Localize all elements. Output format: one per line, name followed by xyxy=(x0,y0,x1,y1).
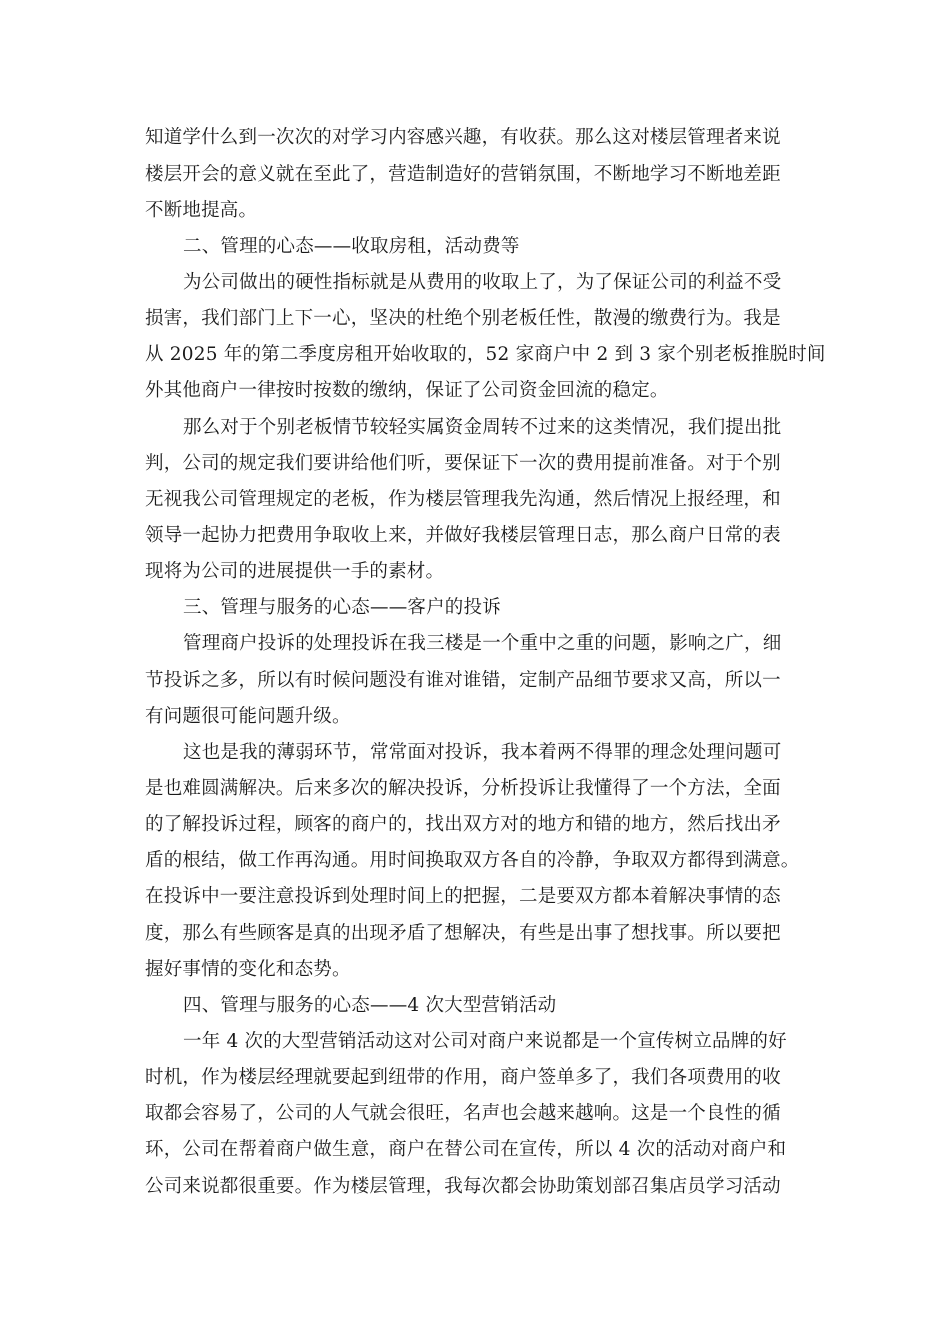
text-line: 现将为公司的进展提供一手的素材。 xyxy=(145,561,445,582)
text-line: 为公司做出的硬性指标就是从费用的收取上了，为了保证公司的利益不受 xyxy=(183,272,782,293)
text-line: 是也难圆满解决。后来多次的解决投诉，分析投诉让我懂得了一个方法，全面 xyxy=(145,778,781,799)
text-line: 握好事情的变化和态势。 xyxy=(145,959,351,980)
text-line: 环，公司在帮着商户做生意，商户在替公司在宣传，所以 4 次的活动对商户和 xyxy=(145,1139,787,1160)
text-line: 在投诉中一要注意投诉到处理时间上的把握，二是要双方都本着解决事情的态 xyxy=(145,886,781,907)
text-line: 无视我公司管理规定的老板，作为楼层管理我先沟通，然后情况上报经理，和 xyxy=(145,489,781,510)
text-line: 领导一起协力把费用争取收上来，并做好我楼层管理日志，那么商户日常的表 xyxy=(145,525,781,546)
text-line: 管理商户投诉的处理投诉在我三楼是一个重中之重的问题，影响之广，细 xyxy=(183,633,782,654)
section-heading: 四、管理与服务的心态——4 次大型营销活动 xyxy=(183,995,557,1016)
text-line: 节投诉之多，所以有时候问题没有谁对谁错，定制产品细节要求又高，所以一 xyxy=(145,670,781,691)
text-line: 不断地提高。 xyxy=(145,200,258,221)
text-line: 从 2025 年的第二季度房租开始收取的，52 家商户中 2 到 3 家个别老板推脱时间 xyxy=(145,344,826,365)
text-line: 外其他商户一律按时按数的缴纳，保证了公司资金回流的稳定。 xyxy=(145,380,669,401)
text-line: 一年 4 次的大型营销活动这对公司对商户来说都是一个宣传树立品牌的好 xyxy=(183,1031,787,1052)
text-line: 知道学什么到一次次的对学习内容感兴趣，有收获。那么这对楼层管理者来说 xyxy=(145,127,781,148)
text-line: 的了解投诉过程，顾客的商户的，找出双方对的地方和错的地方，然后找出矛 xyxy=(145,814,781,835)
section-heading: 二、管理的心态——收取房租，活动费等 xyxy=(183,236,520,257)
text-line: 取都会容易了，公司的人气就会很旺，名声也会越来越响。这是一个良性的循 xyxy=(145,1103,781,1124)
text-line: 判，公司的规定我们要讲给他们听，要保证下一次的费用提前准备。对于个别 xyxy=(145,453,781,474)
text-line: 这也是我的薄弱环节，常常面对投诉，我本着两不得罪的理念处理问题可 xyxy=(183,742,782,763)
text-line: 有问题很可能问题升级。 xyxy=(145,706,351,727)
text-line: 那么对于个别老板情节较轻实属资金周转不过来的这类情况，我们提出批 xyxy=(183,417,782,438)
text-line: 楼层开会的意义就在至此了，营造制造好的营销氛围，不断地学习不断地差距 xyxy=(145,164,781,185)
text-line: 度，那么有些顾客是真的出现矛盾了想解决，有些是出事了想找事。所以要把 xyxy=(145,923,781,944)
text-line: 损害，我们部门上下一心，坚决的杜绝个别老板任性，散漫的缴费行为。我是 xyxy=(145,308,781,329)
text-line: 公司来说都很重要。作为楼层管理，我每次都会协助策划部召集店员学习活动 xyxy=(145,1176,781,1197)
text-line: 盾的根结，做工作再沟通。用时间换取双方各自的冷静，争取双方都得到满意。 xyxy=(145,850,800,871)
text-line: 时机，作为楼层经理就要起到纽带的作用，商户签单多了，我们各项费用的收 xyxy=(145,1067,781,1088)
section-heading: 三、管理与服务的心态——客户的投诉 xyxy=(183,597,501,618)
